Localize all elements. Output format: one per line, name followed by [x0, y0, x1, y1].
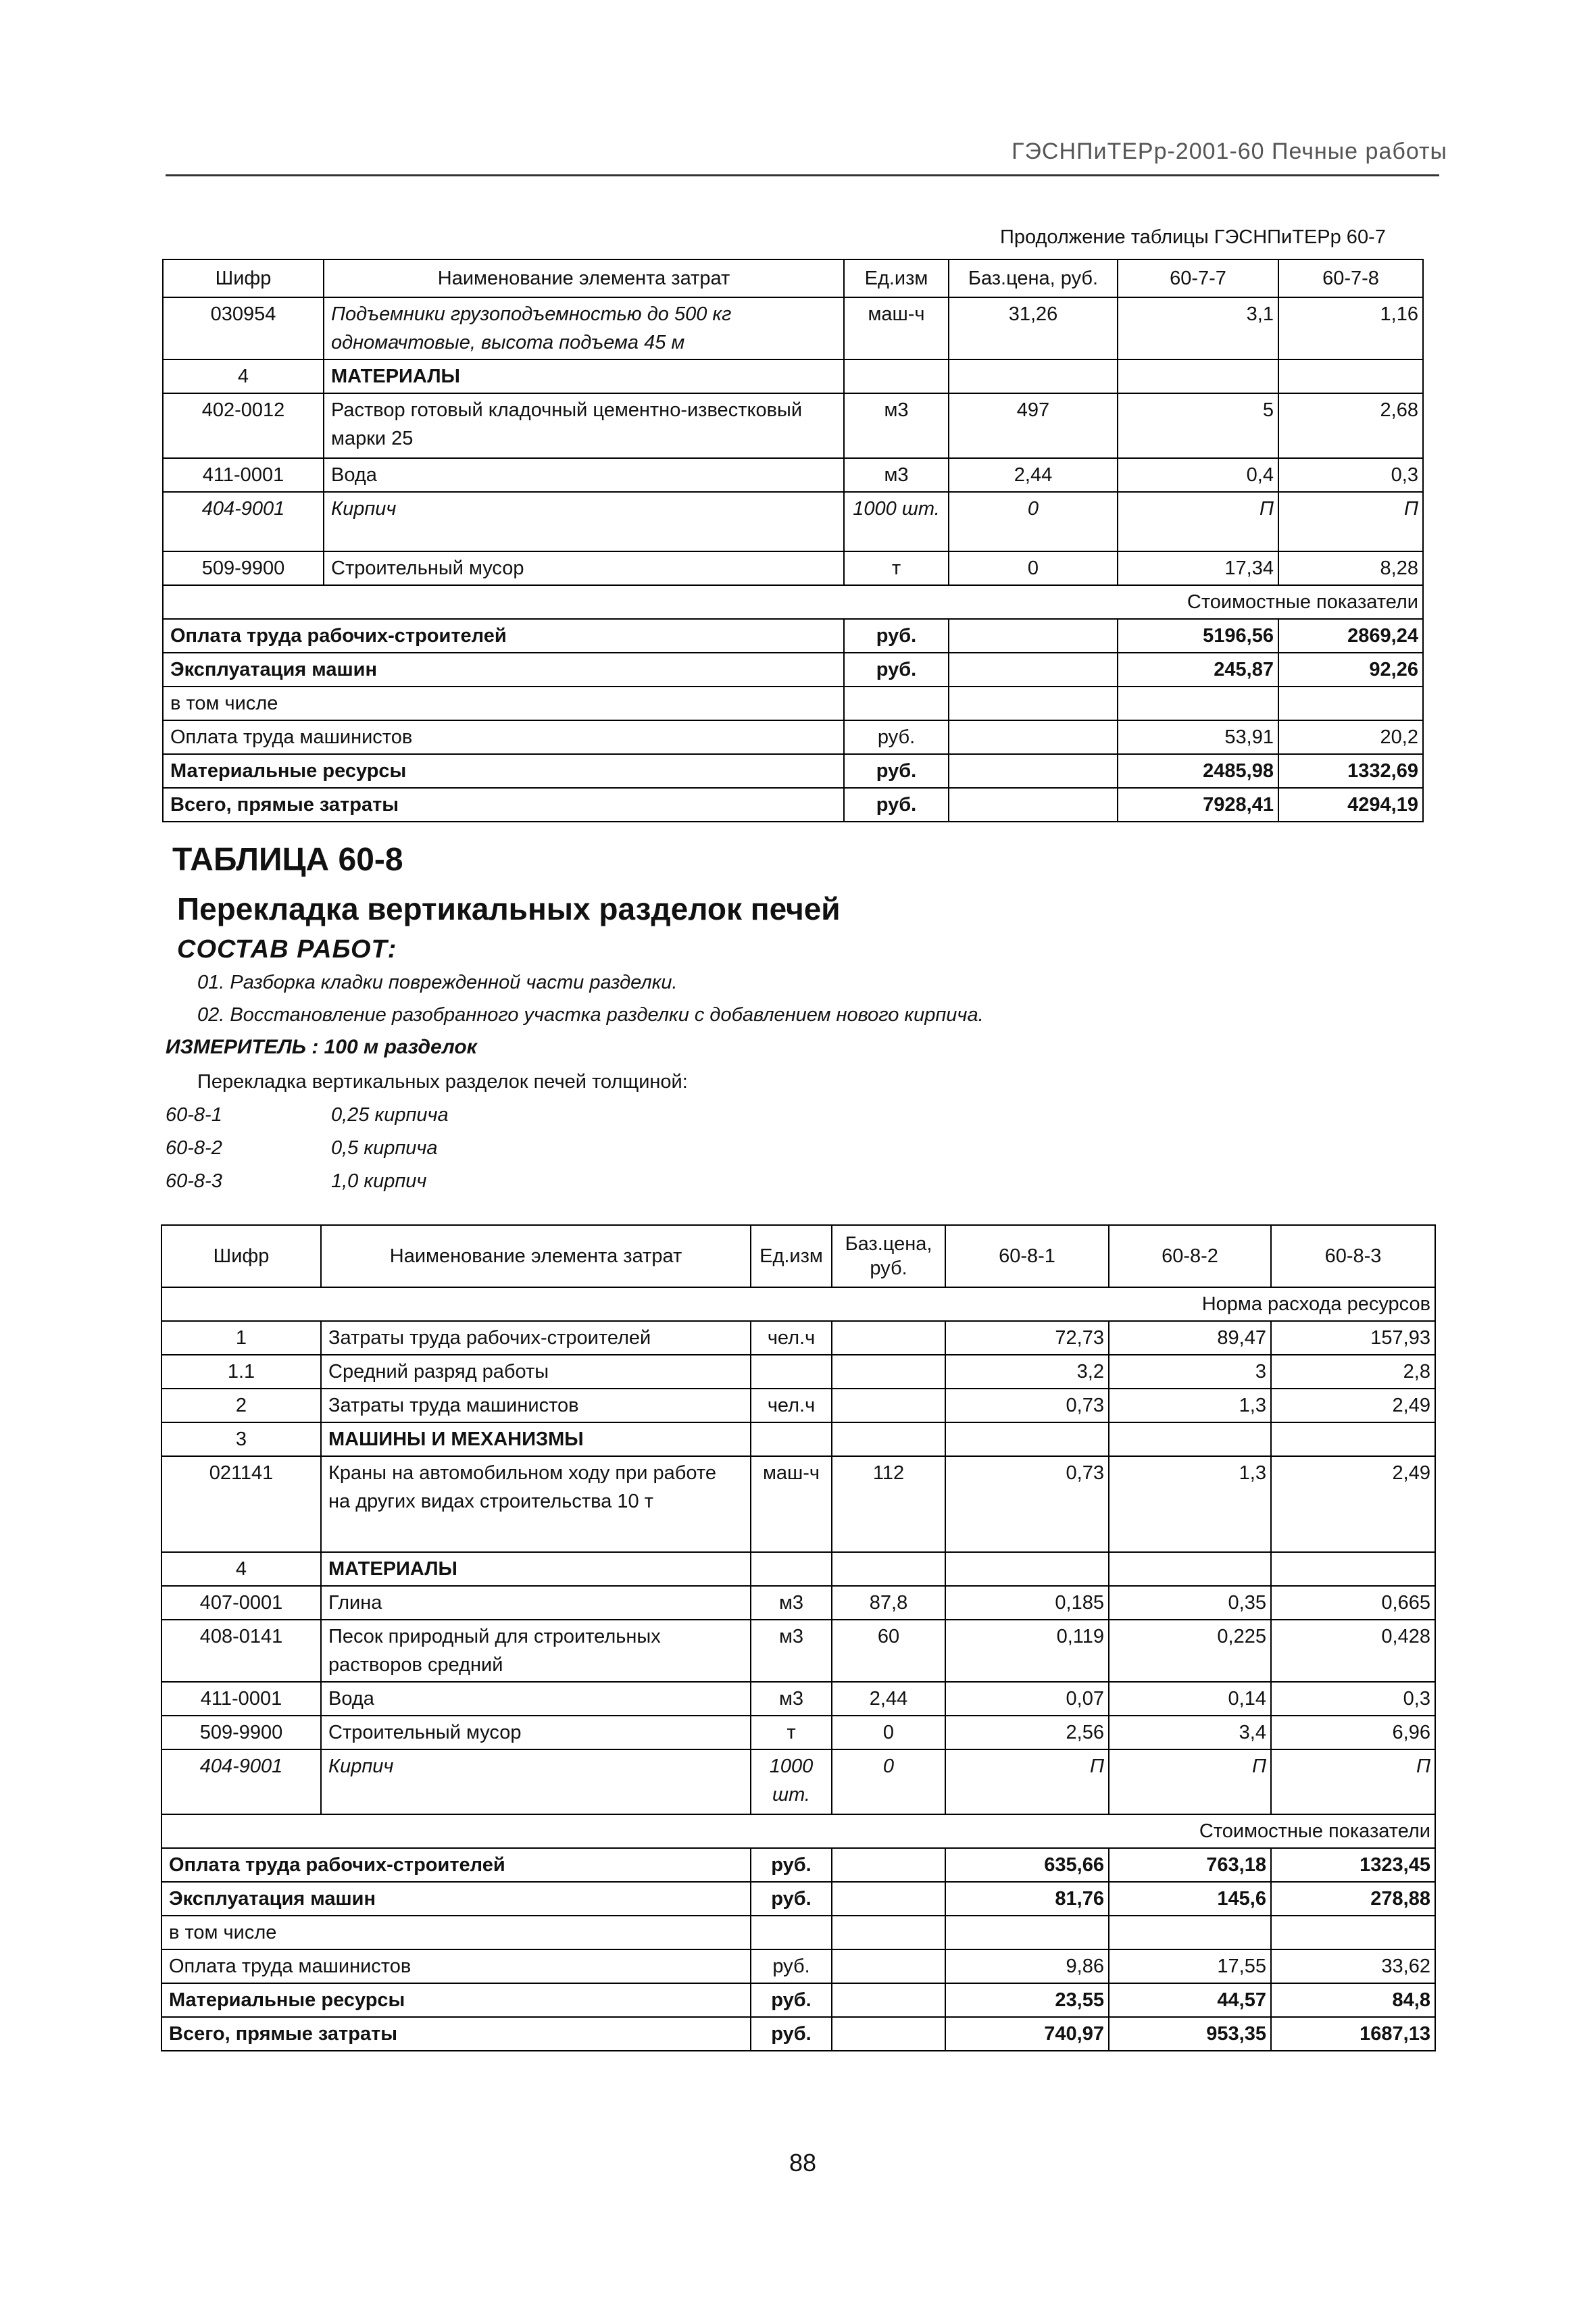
- row-value-2: 3,4: [1109, 1716, 1271, 1749]
- row-name: Раствор готовый кладочный цементно-известковый марки 25: [324, 393, 844, 458]
- row-price: [949, 359, 1118, 393]
- row-name: Глина: [321, 1586, 751, 1620]
- cost-row: [161, 1848, 1435, 1882]
- cost-unit: [844, 687, 949, 720]
- cost-label: Всего, прямые затраты: [161, 2017, 751, 2051]
- cost-value-1: 53,91: [1118, 720, 1278, 754]
- row-name: Песок природный для строительных растворов средний: [321, 1620, 751, 1682]
- row-code: 509-9900: [161, 1716, 321, 1749]
- cost-value-3: 278,88: [1271, 1882, 1435, 1916]
- table-row: [163, 359, 1423, 393]
- table-60-7: [162, 259, 1424, 822]
- variant-value: 0,25 кирпича: [331, 1104, 449, 1126]
- norm-band-row: [161, 1287, 1435, 1321]
- row-price: 2,44: [949, 458, 1118, 492]
- cost-band-row: [163, 585, 1423, 619]
- cost-value-1: 7928,41: [1118, 788, 1278, 822]
- row-unit: [751, 1422, 832, 1456]
- row-value-3: 2,49: [1271, 1389, 1435, 1422]
- row-price: [832, 1422, 945, 1456]
- cost-unit: руб.: [844, 619, 949, 653]
- row-value-3: 0,3: [1271, 1682, 1435, 1716]
- cost-value-1: 81,76: [945, 1882, 1109, 1916]
- row-value-2: П: [1109, 1749, 1271, 1814]
- cost-value-2: 20,2: [1278, 720, 1423, 754]
- row-unit: [751, 1355, 832, 1389]
- row-code: 021141: [161, 1456, 321, 1552]
- work-composition-title: СОСТАВ РАБОТ:: [177, 935, 397, 964]
- section-heading-materials: МАТЕРИАЛЫ: [321, 1552, 751, 1586]
- row-value-1: 5: [1118, 393, 1278, 458]
- table-row: [163, 492, 1423, 551]
- row-value-2: 1,3: [1109, 1389, 1271, 1422]
- row-value-2: 0,35: [1109, 1586, 1271, 1620]
- cost-value-2: [1109, 1916, 1271, 1949]
- page-number: 88: [789, 2149, 817, 2176]
- cost-price: [949, 788, 1118, 822]
- cost-value-2: 1332,69: [1278, 754, 1423, 788]
- col-header-60-7-7: 60-7-7: [1118, 259, 1278, 297]
- cost-value-1: 635,66: [945, 1848, 1109, 1882]
- cost-price: [949, 754, 1118, 788]
- row-code: 4: [161, 1552, 321, 1586]
- row-price: 0: [949, 492, 1118, 551]
- row-value-1: 17,34: [1118, 551, 1278, 585]
- table-60-8: [161, 1224, 1436, 2051]
- row-value-2: 1,3: [1109, 1456, 1271, 1552]
- row-value-2: [1278, 359, 1423, 393]
- section-heading-machines: МАШИНЫ И МЕХАНИЗМЫ: [321, 1422, 751, 1456]
- row-value-1: 3,2: [945, 1355, 1109, 1389]
- cost-value-1: 740,97: [945, 2017, 1109, 2051]
- measurement-unit: ИЗМЕРИТЕЛЬ : 100 м разделок: [166, 1036, 477, 1058]
- row-price: [832, 1389, 945, 1422]
- row-value-3: 6,96: [1271, 1716, 1435, 1749]
- row-unit: т: [751, 1716, 832, 1749]
- col-header-60-7-8: 60-7-8: [1278, 259, 1423, 297]
- cost-label: Всего, прямые затраты: [163, 788, 844, 822]
- cost-unit: [751, 1916, 832, 1949]
- col-header-name: Наименование элемента затрат: [321, 1225, 751, 1287]
- row-name: Краны на автомобильном ходу при работе на других видах строительства 10 т: [321, 1456, 751, 1552]
- cost-price: [832, 1983, 945, 2017]
- table-continuation-label: Продолжение таблицы ГЭСНПиТЕРр 60-7: [1000, 226, 1386, 248]
- row-value-3: 157,93: [1271, 1321, 1435, 1355]
- row-unit: чел.ч: [751, 1389, 832, 1422]
- row-price: 112: [832, 1456, 945, 1552]
- variant-value: 1,0 кирпич: [331, 1170, 427, 1192]
- section-heading-materials: МАТЕРИАЛЫ: [324, 359, 844, 393]
- row-value-1: 0,185: [945, 1586, 1109, 1620]
- row-price: [832, 1552, 945, 1586]
- row-value-1: 3,1: [1118, 297, 1278, 359]
- cost-label: Материальные ресурсы: [161, 1983, 751, 2017]
- row-value-3: [1271, 1422, 1435, 1456]
- row-unit: 1000 шт.: [751, 1749, 832, 1814]
- cost-band-label: Стоимостные показатели: [163, 585, 1423, 619]
- table-row: [161, 1389, 1435, 1422]
- cost-row: [161, 1916, 1435, 1949]
- row-value-3: 2,8: [1271, 1355, 1435, 1389]
- row-value-3: 2,49: [1271, 1456, 1435, 1552]
- row-name: Кирпич: [324, 492, 844, 551]
- row-value-1: [945, 1552, 1109, 1586]
- table-row: [161, 1586, 1435, 1620]
- cost-price: [949, 687, 1118, 720]
- col-header-code: Шифр: [161, 1225, 321, 1287]
- row-value-2: 1,16: [1278, 297, 1423, 359]
- cost-row: [163, 754, 1423, 788]
- row-price: [832, 1355, 945, 1389]
- row-unit: чел.ч: [751, 1321, 832, 1355]
- cost-value-1: [945, 1916, 1109, 1949]
- cost-value-1: 2485,98: [1118, 754, 1278, 788]
- cost-unit: руб.: [751, 1848, 832, 1882]
- cost-unit: руб.: [751, 2017, 832, 2051]
- table-row: [161, 1682, 1435, 1716]
- cost-row: [163, 619, 1423, 653]
- cost-value-1: 9,86: [945, 1949, 1109, 1983]
- row-price: 0: [949, 551, 1118, 585]
- cost-price: [832, 1949, 945, 1983]
- row-unit: маш-ч: [844, 297, 949, 359]
- cost-label: Материальные ресурсы: [163, 754, 844, 788]
- row-value-1: П: [1118, 492, 1278, 551]
- row-price: 0: [832, 1716, 945, 1749]
- row-value-3: 0,665: [1271, 1586, 1435, 1620]
- row-value-3: 0,428: [1271, 1620, 1435, 1682]
- variant-code: 60-8-2: [166, 1137, 222, 1159]
- row-unit: маш-ч: [751, 1456, 832, 1552]
- row-code: 509-9900: [163, 551, 324, 585]
- cost-price: [832, 1882, 945, 1916]
- row-unit: м3: [751, 1620, 832, 1682]
- variant-code: 60-8-1: [166, 1104, 222, 1126]
- row-value-2: 89,47: [1109, 1321, 1271, 1355]
- cost-value-2: 17,55: [1109, 1949, 1271, 1983]
- row-value-1: 0,73: [945, 1389, 1109, 1422]
- row-code: 411-0001: [163, 458, 324, 492]
- cost-unit: руб.: [844, 788, 949, 822]
- cost-label: Оплата труда машинистов: [163, 720, 844, 754]
- table-row: [161, 1749, 1435, 1814]
- col-header-price: Баз.цена, руб.: [949, 259, 1118, 297]
- cost-label: Оплата труда машинистов: [161, 1949, 751, 1983]
- cost-value-1: [1118, 687, 1278, 720]
- cost-value-3: [1271, 1916, 1435, 1949]
- row-value-2: 0,225: [1109, 1620, 1271, 1682]
- col-header-60-8-3: 60-8-3: [1271, 1225, 1435, 1287]
- cost-value-3: 84,8: [1271, 1983, 1435, 2017]
- row-code: 404-9001: [163, 492, 324, 551]
- cost-unit: руб.: [751, 1949, 832, 1983]
- row-price: 0: [832, 1749, 945, 1814]
- cost-row: [163, 687, 1423, 720]
- cost-row: [161, 1882, 1435, 1916]
- row-value-2: 8,28: [1278, 551, 1423, 585]
- col-header-unit: Ед.изм: [751, 1225, 832, 1287]
- row-name: Подъемники грузоподъемностью до 500 кг одномачтовые, высота подъема 45 м: [324, 297, 844, 359]
- table-header-row: [161, 1225, 1435, 1287]
- cost-price: [832, 1848, 945, 1882]
- row-value-1: 0,4: [1118, 458, 1278, 492]
- table-row: [161, 1552, 1435, 1586]
- row-value-1: 0,07: [945, 1682, 1109, 1716]
- col-header-60-8-1: 60-8-1: [945, 1225, 1109, 1287]
- table-row: [161, 1716, 1435, 1749]
- cost-price: [832, 2017, 945, 2051]
- cost-value-2: [1278, 687, 1423, 720]
- work-step: 01. Разборка кладки поврежденной части разделки.: [197, 972, 678, 993]
- col-header-unit: Ед.изм: [844, 259, 949, 297]
- col-header-price: Баз.цена, руб.: [832, 1225, 945, 1287]
- cost-band-row: [161, 1814, 1435, 1848]
- table-row: [163, 551, 1423, 585]
- running-header: ГЭСНПиТЕРр-2001-60 Печные работы: [1012, 139, 1447, 164]
- cost-label: Оплата труда рабочих-строителей: [161, 1848, 751, 1882]
- row-value-1: 72,73: [945, 1321, 1109, 1355]
- cost-value-2: 2869,24: [1278, 619, 1423, 653]
- row-name: Затраты труда машинистов: [321, 1389, 751, 1422]
- row-price: 60: [832, 1620, 945, 1682]
- cost-row: [163, 720, 1423, 754]
- table-row: [161, 1355, 1435, 1389]
- cost-row: [161, 2017, 1435, 2051]
- row-code: 2: [161, 1389, 321, 1422]
- row-value-3: П: [1271, 1749, 1435, 1814]
- table-row: [161, 1422, 1435, 1456]
- table-row: [161, 1456, 1435, 1552]
- row-code: 407-0001: [161, 1586, 321, 1620]
- row-unit: т: [844, 551, 949, 585]
- row-code: 408-0141: [161, 1620, 321, 1682]
- table-title: ТАБЛИЦА 60-8: [172, 842, 403, 878]
- row-unit: м3: [844, 393, 949, 458]
- cost-unit: руб.: [844, 653, 949, 687]
- row-price: 497: [949, 393, 1118, 458]
- row-code: 411-0001: [161, 1682, 321, 1716]
- row-name: Строительный мусор: [324, 551, 844, 585]
- row-value-1: П: [945, 1749, 1109, 1814]
- row-value-2: 0,3: [1278, 458, 1423, 492]
- row-value-1: 0,119: [945, 1620, 1109, 1682]
- cost-unit: руб.: [844, 720, 949, 754]
- row-value-2: 0,14: [1109, 1682, 1271, 1716]
- cost-label: в том числе: [161, 1916, 751, 1949]
- row-name: Средний разряд работы: [321, 1355, 751, 1389]
- cost-value-2: 92,26: [1278, 653, 1423, 687]
- cost-row: [161, 1983, 1435, 2017]
- row-price: [832, 1321, 945, 1355]
- cost-value-3: 1687,13: [1271, 2017, 1435, 2051]
- table-row: [161, 1620, 1435, 1682]
- table-row: [161, 1321, 1435, 1355]
- cost-label: Оплата труда рабочих-строителей: [163, 619, 844, 653]
- table-row: [163, 393, 1423, 458]
- row-code: 404-9001: [161, 1749, 321, 1814]
- row-name: Строительный мусор: [321, 1716, 751, 1749]
- cost-row: [163, 653, 1423, 687]
- cost-value-1: 5196,56: [1118, 619, 1278, 653]
- row-unit: м3: [844, 458, 949, 492]
- variants-intro: Перекладка вертикальных разделок печей толщиной:: [197, 1071, 688, 1093]
- cost-price: [832, 1916, 945, 1949]
- work-step: 02. Восстановление разобранного участка разделки с добавлением нового кирпича.: [197, 1004, 984, 1026]
- cost-label: в том числе: [163, 687, 844, 720]
- row-unit: м3: [751, 1682, 832, 1716]
- cost-unit: руб.: [751, 1983, 832, 2017]
- row-code: 030954: [163, 297, 324, 359]
- cost-unit: руб.: [844, 754, 949, 788]
- variant-code: 60-8-3: [166, 1170, 222, 1192]
- cost-row: [161, 1949, 1435, 1983]
- row-code: 1: [161, 1321, 321, 1355]
- cost-band-label: Стоимостные показатели: [161, 1814, 1435, 1848]
- cost-label: Эксплуатация машин: [163, 653, 844, 687]
- row-value-3: [1271, 1552, 1435, 1586]
- row-value-2: П: [1278, 492, 1423, 551]
- table-row: [163, 458, 1423, 492]
- variant-value: 0,5 кирпича: [331, 1137, 438, 1159]
- table-header-row: [163, 259, 1423, 297]
- cost-value-2: 145,6: [1109, 1882, 1271, 1916]
- col-header-name: Наименование элемента затрат: [324, 259, 844, 297]
- cost-value-2: 763,18: [1109, 1848, 1271, 1882]
- cost-value-3: 33,62: [1271, 1949, 1435, 1983]
- norm-band-label: Норма расхода ресурсов: [161, 1287, 1435, 1321]
- col-header-code: Шифр: [163, 259, 324, 297]
- cost-value-2: 4294,19: [1278, 788, 1423, 822]
- row-value-1: [945, 1422, 1109, 1456]
- cost-row: [163, 788, 1423, 822]
- cost-price: [949, 720, 1118, 754]
- cost-price: [949, 619, 1118, 653]
- col-header-60-8-2: 60-8-2: [1109, 1225, 1271, 1287]
- cost-value-2: 953,35: [1109, 2017, 1271, 2051]
- row-code: 1.1: [161, 1355, 321, 1389]
- row-value-1: [1118, 359, 1278, 393]
- header-divider: [166, 174, 1439, 176]
- cost-value-2: 44,57: [1109, 1983, 1271, 2017]
- cost-unit: руб.: [751, 1882, 832, 1916]
- row-value-1: 0,73: [945, 1456, 1109, 1552]
- row-price: 2,44: [832, 1682, 945, 1716]
- cost-value-3: 1323,45: [1271, 1848, 1435, 1882]
- cost-value-1: 23,55: [945, 1983, 1109, 2017]
- row-value-2: [1109, 1552, 1271, 1586]
- table-row: [163, 297, 1423, 359]
- row-name: Вода: [321, 1682, 751, 1716]
- cost-price: [949, 653, 1118, 687]
- row-name: Затраты труда рабочих-строителей: [321, 1321, 751, 1355]
- row-unit: [844, 359, 949, 393]
- row-value-2: 3: [1109, 1355, 1271, 1389]
- row-code: 402-0012: [163, 393, 324, 458]
- section-subtitle: Перекладка вертикальных разделок печей: [177, 891, 841, 926]
- row-name: Вода: [324, 458, 844, 492]
- row-unit: м3: [751, 1586, 832, 1620]
- row-name: Кирпич: [321, 1749, 751, 1814]
- cost-label: Эксплуатация машин: [161, 1882, 751, 1916]
- row-unit: 1000 шт.: [844, 492, 949, 551]
- row-value-2: [1109, 1422, 1271, 1456]
- row-unit: [751, 1552, 832, 1586]
- row-code: 4: [163, 359, 324, 393]
- row-value-2: 2,68: [1278, 393, 1423, 458]
- row-code: 3: [161, 1422, 321, 1456]
- row-price: 87,8: [832, 1586, 945, 1620]
- row-price: 31,26: [949, 297, 1118, 359]
- cost-value-1: 245,87: [1118, 653, 1278, 687]
- row-value-1: 2,56: [945, 1716, 1109, 1749]
